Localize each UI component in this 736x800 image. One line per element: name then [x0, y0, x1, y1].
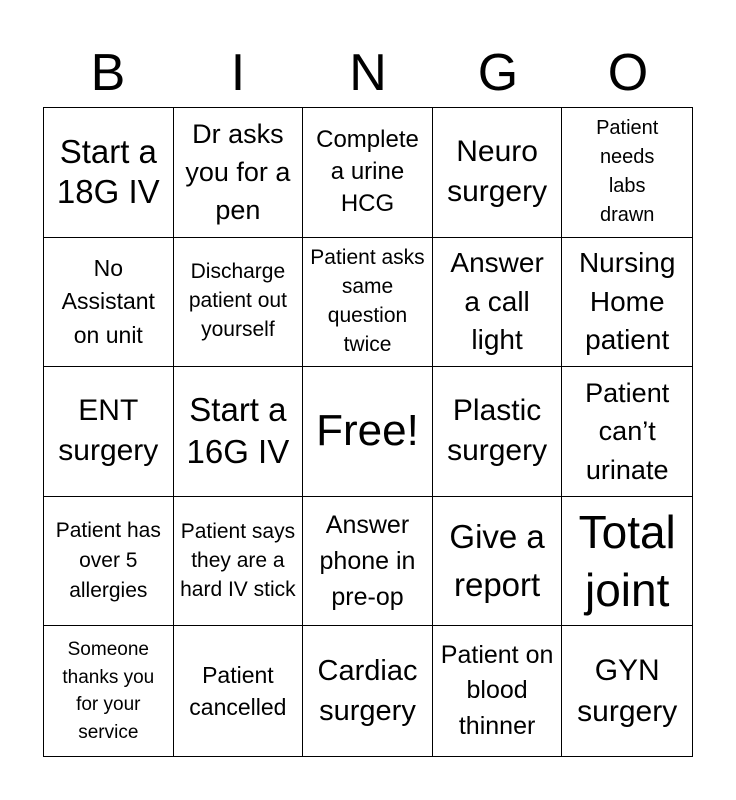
bingo-cell[interactable]: [562, 367, 692, 497]
header-letter-b: B: [90, 44, 126, 102]
cell-text: Patient needs labs drawn: [596, 117, 659, 227]
cell-text: Patient cancelled: [189, 662, 287, 721]
cell-text: Patient says they are a hard IV stick: [180, 519, 296, 601]
cell-text: Answer phone in pre-op: [319, 510, 416, 612]
cell-text: Give a report: [449, 518, 545, 604]
bingo-cell[interactable]: [44, 367, 174, 497]
header-letter-i: I: [230, 44, 246, 102]
bingo-cell[interactable]: [562, 497, 692, 627]
cell-text: Answer a call light: [450, 246, 544, 356]
bingo-cell[interactable]: [303, 238, 433, 368]
bingo-cell[interactable]: [303, 367, 433, 497]
bingo-cell[interactable]: [303, 108, 433, 238]
bingo-cell[interactable]: [174, 108, 304, 238]
cell-text: Free!: [316, 406, 419, 456]
bingo-board: [43, 107, 693, 757]
bingo-cell[interactable]: [562, 238, 692, 368]
cell-text: Neuro surgery: [447, 134, 548, 209]
bingo-cell[interactable]: [303, 626, 433, 756]
cell-text: Start a 18G IV: [56, 133, 160, 211]
cell-text: No Assistant on unit: [61, 254, 155, 348]
bingo-cell[interactable]: [174, 367, 304, 497]
cell-text: Cardiac surgery: [317, 655, 418, 728]
bingo-cell[interactable]: [44, 238, 174, 368]
bingo-cell[interactable]: [174, 238, 304, 368]
bingo-cell[interactable]: [433, 238, 563, 368]
cell-text: ENT surgery: [58, 393, 159, 468]
cell-text: Patient on blood thinner: [440, 640, 554, 740]
header-letter-g: G: [477, 44, 519, 102]
cell-text: Dr asks you for a pen: [185, 118, 291, 226]
cell-text: Start a 16G IV: [186, 390, 290, 471]
cell-text: Complete a urine HCG: [316, 126, 419, 218]
bingo-cell[interactable]: [174, 497, 304, 627]
bingo-cell[interactable]: [562, 626, 692, 756]
bingo-header: [43, 38, 693, 108]
cell-text: Someone thanks you for your service: [62, 639, 155, 743]
cell-text: Patient has over 5 allergies: [55, 519, 161, 602]
header-letter-o: O: [607, 44, 649, 102]
bingo-cell[interactable]: [44, 497, 174, 627]
cell-text: Patient asks same question twice: [310, 245, 425, 356]
bingo-cell[interactable]: [562, 108, 692, 238]
cell-text: GYN surgery: [577, 653, 678, 729]
cell-text: Nursing Home patient: [578, 246, 676, 356]
header-letter-n: N: [349, 44, 387, 102]
bingo-cell[interactable]: [433, 626, 563, 756]
bingo-cell[interactable]: [44, 626, 174, 756]
bingo-cell[interactable]: [433, 108, 563, 238]
bingo-cell[interactable]: [303, 497, 433, 627]
cell-text: Patient can’t urinate: [585, 378, 670, 485]
cell-text: Discharge patient out yourself: [188, 260, 287, 342]
bingo-cell[interactable]: [174, 626, 304, 756]
cell-text: Plastic surgery: [447, 393, 548, 468]
bingo-cell[interactable]: [44, 108, 174, 238]
bingo-cell[interactable]: [433, 497, 563, 627]
bingo-cell[interactable]: [433, 367, 563, 497]
cell-text: Total joint: [578, 505, 676, 617]
